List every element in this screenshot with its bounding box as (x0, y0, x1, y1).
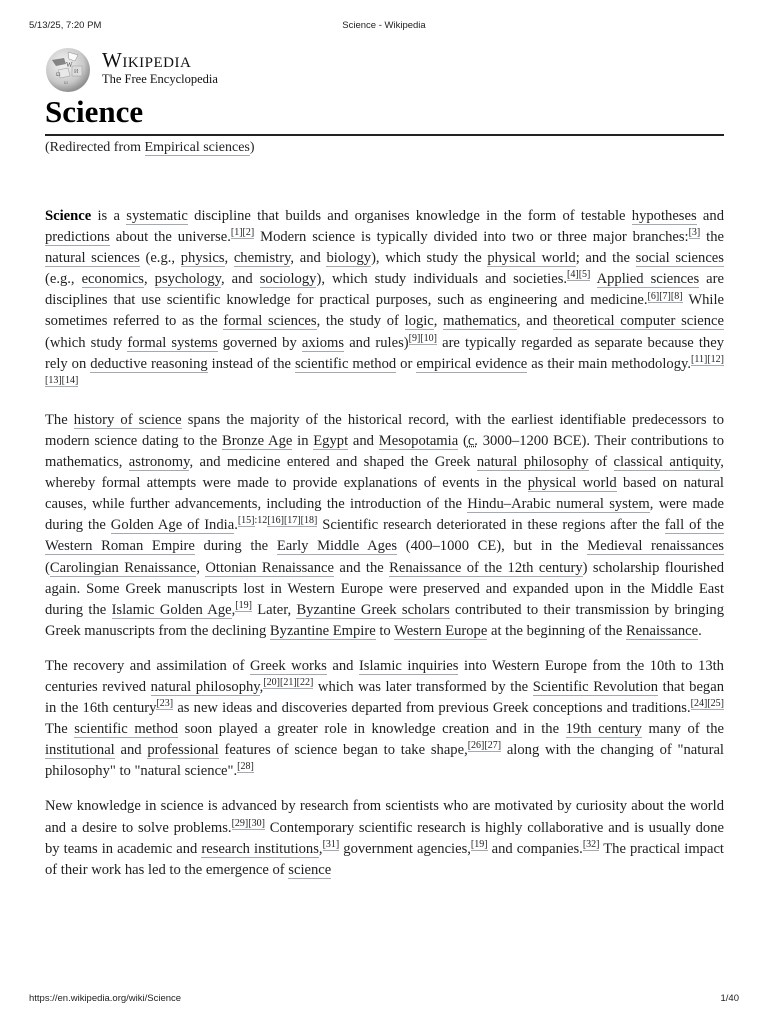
article-link[interactable]: Islamic inquiries (358, 657, 459, 674)
text-run: (which study (45, 334, 128, 351)
text-run: that began in the 16th century (45, 678, 725, 717)
text-run: , (224, 250, 234, 267)
text-run: ; and the (575, 250, 636, 267)
article-link[interactable]: Islamic Golden Age (111, 601, 232, 618)
citation-ref (45, 375, 62, 387)
text-run: instead of the (207, 355, 295, 372)
citation-ref (301, 515, 318, 527)
paragraph-intro (45, 206, 724, 396)
article-link[interactable]: theoretical computer science (553, 313, 725, 330)
svg-text:И: И (74, 69, 79, 75)
citation-link[interactable]: [28] (237, 761, 254, 773)
article-link[interactable]: Greek works (250, 657, 327, 674)
citation-ref (409, 333, 421, 345)
paragraph-recovery (45, 656, 724, 783)
citation-ref (231, 227, 243, 239)
citation-ref (243, 227, 255, 239)
article-link[interactable]: Golden Age of India (110, 517, 235, 534)
article-link[interactable]: physical world (487, 250, 576, 267)
bold-term: Science (45, 208, 92, 224)
article-link[interactable]: physics (180, 250, 225, 267)
text-run: and rules) (344, 334, 409, 351)
citation-link[interactable]: [16] (267, 515, 284, 527)
article-link[interactable]: science (288, 861, 332, 878)
citation-ref (267, 515, 284, 527)
article-link[interactable]: mathematics (443, 313, 517, 330)
svg-text:Ω: Ω (56, 72, 61, 78)
article-link[interactable]: sociology (259, 271, 317, 288)
text-run: , (231, 601, 236, 618)
print-footer (0, 993, 768, 1007)
text-run: The practical impact of their work has led to the emergence of (45, 840, 724, 878)
article-link[interactable]: 19th century (565, 721, 642, 738)
article-link[interactable]: deductive reasoning (90, 355, 208, 372)
text-run: (e.g., (139, 250, 181, 267)
citation-link[interactable]: [25] (707, 698, 724, 710)
text-run: many of the (641, 721, 725, 738)
text-run: or (396, 355, 417, 372)
citation-ref (691, 354, 707, 366)
citation-ref (156, 698, 173, 710)
article-link[interactable]: Hindu–Arabic numeral system (467, 496, 650, 513)
text-run: While sometimes referred to as the (45, 292, 724, 330)
article-link[interactable]: history of science (73, 411, 182, 428)
article-link[interactable]: psychology (154, 271, 221, 288)
article-link[interactable]: formal systems (127, 334, 218, 351)
wikipedia-globe-icon (44, 46, 92, 94)
citation-ref (235, 600, 252, 612)
article-link[interactable]: Egypt (313, 432, 349, 449)
article-link[interactable]: fall of the Western Roman Empire (45, 517, 725, 555)
text-run: . (698, 622, 702, 639)
text-run: , and (220, 271, 260, 288)
text-run: are disciplines that use scientific knowledge for practical purposes, such as engineering and medicine. (45, 271, 724, 309)
text-run: which was later transformed by the (313, 678, 533, 695)
citation-link[interactable]: [20] (263, 677, 280, 689)
text-run: and companies. (487, 840, 583, 857)
citation-page-number: :12 (254, 515, 268, 527)
citation-link[interactable]: [5] (578, 269, 591, 281)
citation-link[interactable]: [21] (279, 677, 297, 689)
paragraph-history (45, 410, 724, 642)
article-link[interactable]: social sciences (635, 250, 724, 267)
citation-link[interactable]: [15] (237, 515, 255, 527)
text-run: at the beginning of the (487, 622, 626, 639)
text-run: government agencies, (339, 840, 471, 857)
article-link[interactable]: Mesopotamia (378, 432, 459, 449)
article-link[interactable]: Renaissance of the 12th century (389, 559, 583, 576)
text-run: based on natural causes, while further advancements, including the introduction of the (45, 475, 724, 513)
text-run: along with the changing of "natural philosophy" to "natural science". (45, 742, 724, 780)
citation-ref (659, 291, 671, 303)
redirect-notice (45, 138, 255, 158)
text-run: spans the majority of the historical record, with the earliest identifiable predecessors to modern science dating to the (45, 411, 724, 449)
citation-ref (707, 354, 724, 366)
text-run: . (234, 517, 238, 534)
text-run: Later, (251, 601, 297, 618)
text-run: as their main methodology. (527, 355, 692, 372)
citation-link[interactable]: [6] (647, 290, 660, 302)
svg-text:ш: ш (64, 81, 68, 86)
article-link[interactable]: Medieval renaissances (587, 538, 724, 555)
article-link[interactable]: natural philosophy (150, 678, 260, 695)
citation-link[interactable]: [30] (248, 817, 265, 829)
text-run: as new ideas and discoveries departed from previous Greek conceptions and traditions. (173, 700, 691, 717)
citation-link[interactable]: [24] (690, 698, 708, 710)
citation-ref (691, 698, 708, 710)
text-run: during the (194, 538, 277, 555)
citation-ref (468, 740, 485, 752)
citation-ref (420, 333, 437, 345)
article-body (45, 206, 724, 895)
text-run: (e.g., (45, 271, 82, 288)
wordmark (102, 49, 218, 86)
text-run: , (259, 678, 264, 695)
article-link[interactable]: Ottonian Renaissance (205, 559, 335, 576)
article-link[interactable]: Early Middle Ages (276, 538, 398, 555)
citation-link[interactable]: [29] (231, 817, 249, 829)
text-run: , were made during the (45, 496, 724, 534)
citation-ref (689, 227, 701, 239)
text-run: , and medicine entered and shaped the Greek (189, 454, 477, 471)
citation-link[interactable]: [13] (45, 374, 62, 386)
citation-link[interactable]: [9] (408, 332, 421, 344)
citation-ref (579, 269, 591, 281)
article-link[interactable]: chemistry (233, 250, 291, 267)
citation-ref (484, 740, 501, 752)
citation-link[interactable]: [32] (582, 838, 600, 850)
text-run: contributed to their transmission by bringing Greek manuscripts from the declining (45, 601, 724, 639)
wikipedia-logo[interactable] (44, 45, 244, 95)
print-url: https://en.wikipedia.org/wiki/Science (29, 993, 182, 1004)
article-link[interactable]: Applied sciences (596, 271, 700, 288)
citation-ref (280, 677, 297, 689)
text-run: , (318, 840, 323, 857)
article-link[interactable]: research institutions (201, 840, 319, 857)
article-link[interactable]: economics (81, 271, 144, 288)
citation-link[interactable]: [1] (230, 227, 243, 239)
article-link[interactable]: institutional (45, 742, 115, 759)
wordmark-tagline: The Free Encyclopedia (102, 72, 218, 86)
article-link[interactable]: formal sciences (223, 313, 317, 330)
text-run: in (292, 432, 314, 449)
citation-ref (238, 515, 255, 527)
article-link[interactable]: Western Europe (394, 622, 488, 639)
text-run: Scientific research deteriorated in these regions after the (317, 517, 665, 534)
redirect-suffix: ) (249, 140, 255, 155)
page-title: Science (45, 94, 144, 129)
article-link[interactable]: astronomy (128, 454, 190, 471)
print-page-title: Science - Wikipedia (342, 20, 426, 31)
print-datetime: 5/13/25, 7:20 PM (29, 20, 102, 31)
citation-link[interactable]: [4] (567, 269, 579, 281)
text-run: The (45, 721, 75, 738)
citation-ref (567, 269, 579, 281)
svg-text:W: W (66, 61, 73, 69)
article-link[interactable]: Byzantine Greek scholars (296, 601, 450, 618)
redirect-prefix: (Redirected from (45, 140, 145, 155)
text-run: is a (91, 208, 127, 224)
article-link[interactable]: physical world (527, 475, 617, 492)
citation-link[interactable]: [23] (156, 698, 174, 710)
citation-ref (297, 677, 314, 689)
citation-ref (62, 375, 79, 387)
article-link[interactable]: Carolingian Renaissance (49, 559, 197, 576)
text-run: New knowledge in science is advanced by research from scientists who are motivated by curiosity about the world and a desire to solve problems. (45, 798, 724, 836)
citation-link[interactable]: [7] (659, 290, 671, 302)
citation-ref (323, 839, 340, 851)
text-run (590, 271, 596, 287)
text-run: discipline that builds and organises knowledge in the form of testable (187, 208, 632, 224)
text-run: , and (516, 313, 553, 330)
text-run: are typically regarded as separate because they rely on (45, 334, 724, 372)
citation-ref (671, 291, 683, 303)
text-run: (400–1000 CE), but in the (397, 538, 588, 555)
article-link[interactable]: axioms (301, 334, 345, 351)
article-link[interactable]: scientific method (294, 355, 397, 372)
article-link[interactable]: scientific method (74, 721, 179, 738)
text-run: soon played a greater role in knowledge creation and in the (178, 721, 566, 738)
text-run: , (196, 559, 206, 576)
citation-ref (248, 818, 265, 830)
article-link[interactable]: systematic (126, 208, 188, 224)
citation-link[interactable]: [19] (470, 838, 488, 850)
citation-link[interactable]: [27] (484, 740, 502, 752)
article-link[interactable]: classical antiquity (613, 454, 721, 471)
redirect-source-link[interactable]: Empirical sciences (144, 140, 250, 155)
text-run: Contemporary scientific research is highly collaborative and is usually done by teams in academic and (45, 819, 724, 857)
text-run: ( (45, 559, 50, 576)
citation-link[interactable]: [8] (670, 290, 683, 302)
article-link[interactable]: Scientific Revolution (532, 678, 659, 695)
text-run: and (114, 742, 148, 759)
text-run: to (375, 622, 395, 639)
article-link[interactable]: Bronze Age (221, 432, 293, 449)
article-link[interactable]: natural philosophy (476, 454, 589, 471)
article-link[interactable]: empirical evidence (416, 355, 528, 372)
citation-ref (284, 515, 301, 527)
citation-ref (237, 761, 254, 773)
text-run: and (326, 657, 359, 674)
article-link[interactable]: Byzantine Empire (269, 622, 376, 639)
article-link[interactable]: hypotheses (631, 208, 697, 224)
citation-link[interactable]: [31] (322, 838, 340, 850)
article-link[interactable]: biology (326, 250, 372, 267)
citation-link[interactable]: [2] (242, 227, 255, 239)
text-run: and the (334, 559, 390, 576)
citation-link[interactable]: [22] (296, 677, 314, 689)
text-run: , whereby formal attempts were made to provide explanations of events in the (45, 454, 724, 492)
text-run: , (433, 313, 444, 330)
article-link[interactable]: logic (404, 313, 434, 330)
print-header (0, 20, 768, 34)
text-run: the (700, 229, 724, 246)
text-run: of (588, 454, 614, 471)
text-run: , and (290, 250, 327, 267)
text-run: ), which study the (371, 250, 488, 267)
paragraph-research (45, 796, 724, 880)
citation-ref (232, 818, 249, 830)
article-link[interactable]: Renaissance (625, 622, 699, 639)
citation-ref (707, 698, 724, 710)
text-run: , (144, 271, 155, 288)
text-run: governed by (217, 334, 302, 351)
citation-ref (263, 677, 280, 689)
text-run: The recovery and assimilation of (45, 657, 251, 674)
citation-link[interactable]: [12] (707, 353, 724, 365)
citation-ref (583, 839, 600, 851)
text-run: features of science began to take shape, (218, 742, 468, 759)
title-divider (45, 134, 724, 136)
citation-link[interactable]: [18] (300, 515, 318, 527)
citation-link[interactable]: [14] (61, 374, 79, 386)
text-run: Modern science is typically divided into two or three major branches: (254, 229, 689, 246)
citation-link[interactable]: [11] (691, 353, 708, 365)
citation-ref (471, 839, 488, 851)
text-run: and (348, 432, 379, 449)
print-page-counter: 1/40 (720, 993, 739, 1004)
citation-link[interactable]: [26] (467, 740, 485, 752)
wordmark-title: Wikipedia (102, 48, 192, 72)
citation-link[interactable]: [3] (688, 227, 701, 239)
article-link[interactable]: natural sciences (45, 250, 140, 267)
citation-link[interactable]: [19] (235, 599, 252, 611)
text-run: , the study of (316, 313, 405, 330)
citation-link[interactable]: [10] (420, 332, 437, 344)
citation-link[interactable]: [17] (283, 515, 301, 527)
text-run: into Western Europe from the 10th to 13th centuries revived (45, 657, 724, 695)
text-run: ) scholarship flourished again. Some Greek manuscripts lost in Western Europe were preserved and expanded upon in the Middle East during the (45, 559, 724, 618)
article-link[interactable]: predictions (45, 229, 110, 246)
citation-ref (648, 291, 660, 303)
circa-abbreviation[interactable]: c. (467, 432, 478, 449)
text-run: ), which study individuals and societies. (316, 271, 568, 288)
text-run: about the universe. (109, 229, 231, 246)
text-run: and (696, 208, 724, 224)
text-run: 3000–1200 BCE). Their contributions to mathematics, (45, 432, 725, 471)
article-link[interactable]: professional (147, 742, 219, 759)
text-run: ( (458, 432, 468, 449)
text-run: The (45, 411, 74, 428)
